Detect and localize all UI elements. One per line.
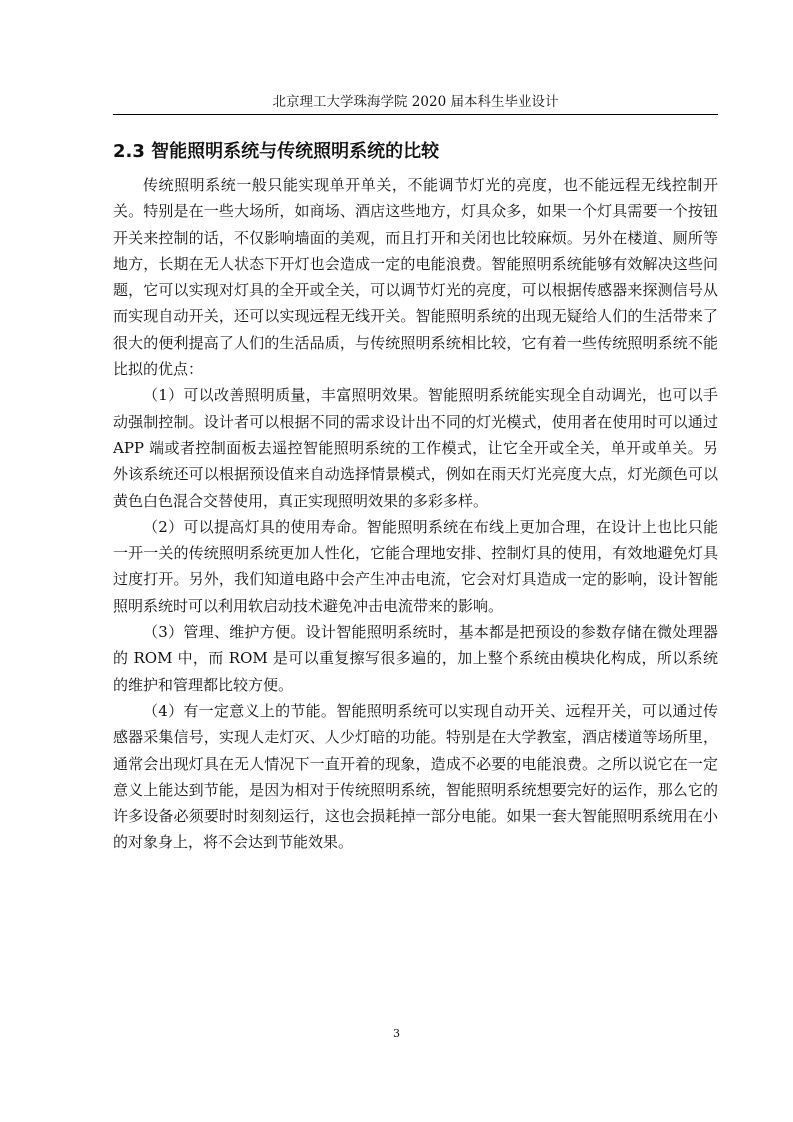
advantage-paragraph-1: （1）可以改善照明质量，丰富照明效果。智能照明系统能实现全自动调光，也可以手动强制控制。设计者可以根据不同的需求设计出不同的灯光模式，使用者在使用时可以通过 APP 端或者控制面板去遥控智能照明系统的工作模式，让它全开或全关，单开或单关。另外该系统还可以根据预设值来自动选择情景模式，例如在雨天灯光亮度大点，灯光颜色可以黄色白色混合交替使用，真正实现照明效果的多彩多样。 <box>113 386 718 510</box>
page-number: 3 <box>393 1027 400 1040</box>
header-title: 北京理工大学珠海学院 2020 届本科生毕业设计 <box>272 94 559 110</box>
body-text <box>113 172 718 856</box>
advantage-paragraph-2: （2）可以提高灯具的使用寿命。智能照明系统在布线上更加合理，在设计上也比只能一开一关的传统照明系统更加人性化，它能合理地安排、控制灯具的使用，有效地避免灯具过度打开。另外，我们知道电路中会产生冲击电流，它会对灯具造成一定的影响，设计智能照明系统时可以利用软启动技术避免冲击电流带来的影响。 <box>113 517 718 615</box>
page-header <box>113 92 718 115</box>
intro-paragraph: 传统照明系统一般只能实现单开单关，不能调节灯光的亮度，也不能远程无线控制开关。特别是在一些大场所，如商场、酒店这些地方，灯具众多，如果一个灯具需要一个按钮开关来控制的话，不仅影响墙面的美观，而且打开和关闭也比较麻烦。另外在楼道、厕所等地方，长期在无人状态下开灯也会造成一定的电能浪费。智能照明系统能够有效解决这些问题，它可以实现对灯具的全开或全关，可以调节灯光的亮度，可以根据传感器来探测信号从而实现自动开关，还可以实现远程无线开关。智能照明系统的出现无疑给人们的生活带来了很大的便利提高了人们的生活品质，与传统照明系统相比较，它有着一些传统照明系统不能比拟的优点： <box>113 176 718 379</box>
advantage-paragraph-3: （3）管理、维护方便。设计智能照明系统时，基本都是把预设的参数存储在微处理器的 ROM 中，而 ROM 是可以重复擦写很多遍的，加上整个系统由模块化构成，所以系统的维护和管理都比较方便。 <box>113 623 718 694</box>
advantage-paragraph-4: （4）有一定意义上的节能。智能照明系统可以实现自动开关、远程开关，可以通过传感器采集信号，实现人走灯灭、人少灯暗的功能。特别是在大学教室，酒店楼道等场所里，通常会出现灯具在无人情况下一直开着的现象，造成不必要的电能浪费。之所以说它在一定意义上能达到节能，是因为相对于传统照明系统，智能照明系统想要完好的运作，那么它的许多设备必须要时时刻刻运行，这也会损耗掉一部分电能。如果一套大智能照明系统用在小的对象身上，将不会达到节能效果。 <box>113 701 718 852</box>
section-heading: 2.3 智能照明系统与传统照明系统的比较 <box>113 141 440 162</box>
